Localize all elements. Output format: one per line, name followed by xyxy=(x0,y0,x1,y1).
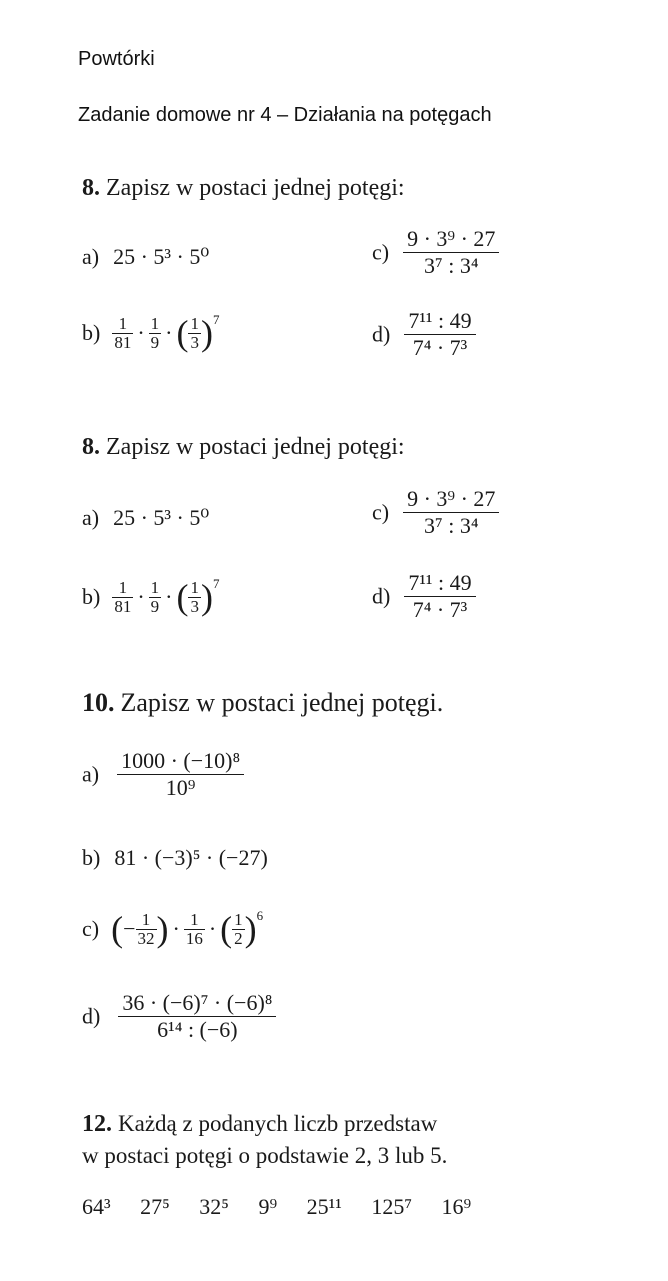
task-10-item-c: c) (− $\frac{1}{32}$ ) · $\frac{1}{16}$ · ( $\frac{1}{2}$ )$^6$ xyxy=(82,908,264,949)
fraction xyxy=(136,911,157,948)
task-8-repeat-item-a xyxy=(82,505,209,531)
fraction-denominator: 10⁹ xyxy=(117,774,244,801)
fraction xyxy=(403,226,499,279)
fraction xyxy=(188,315,201,352)
item-label: c) xyxy=(82,916,100,941)
fraction xyxy=(188,579,201,616)
item-label: b) xyxy=(82,845,101,870)
item-label: d) xyxy=(372,321,391,347)
fraction-denominator: 16 xyxy=(185,928,203,948)
page-title: Powtórki xyxy=(78,48,155,70)
task-10-item-b xyxy=(82,845,268,871)
number-item: 27⁵ xyxy=(140,1194,170,1219)
item-expression: 25 · 5³ · 5⁰ xyxy=(113,244,210,269)
fraction-denominator: 32 xyxy=(137,928,155,948)
exponent: 7 xyxy=(212,576,220,591)
number-item: 32⁵ xyxy=(199,1194,229,1219)
fraction-numerator: 1 xyxy=(190,909,199,929)
fraction-numerator: 9 · 3⁹ · 27 xyxy=(407,486,496,511)
fraction-denominator: 81 xyxy=(114,596,132,616)
fraction-numerator: 1 xyxy=(150,313,160,333)
fraction-denominator: 2 xyxy=(234,928,243,948)
fraction-denominator: 9 xyxy=(150,332,160,352)
task-8-repeat-item-d xyxy=(372,570,476,623)
item-label: c) xyxy=(372,499,390,525)
task-8-item-a xyxy=(82,244,209,270)
fraction xyxy=(149,579,162,616)
page-subtitle: Zadanie domowe nr 4 – Działania na potęgach xyxy=(78,104,492,126)
item-label: d) xyxy=(372,583,391,609)
fraction xyxy=(118,990,276,1043)
fraction xyxy=(232,911,245,948)
item-label: d) xyxy=(82,1003,101,1029)
item-expression: 25 · 5³ · 5⁰ xyxy=(113,505,210,530)
fraction-denominator: 6¹⁴ : (−6) xyxy=(118,1016,276,1043)
task-8-repeat-item-c xyxy=(372,486,499,539)
exponent: 7 xyxy=(212,312,220,327)
fraction-numerator: 1 xyxy=(190,577,199,597)
task-12-title xyxy=(82,1108,447,1172)
number-item: 64³ xyxy=(82,1194,111,1219)
task-8-repeat-item-b: b) $\frac{1}{81}$ · $\frac{1}{9}$ · ( $\frac{1}{3}$ )$^7$ xyxy=(82,576,220,617)
fraction-denominator: 7⁴ · 7³ xyxy=(404,334,475,361)
fraction xyxy=(184,911,205,948)
fraction-denominator: 9 xyxy=(150,596,160,616)
task-8-item-b: b) $\frac{1}{81}$ · $\frac{1}{9}$ · ( $\frac{1}{3}$ )$^7$ xyxy=(82,312,220,353)
task-12-numbers xyxy=(82,1194,471,1220)
fraction-numerator: 1 xyxy=(118,577,128,597)
number-item: 9⁹ xyxy=(258,1194,278,1219)
task-instruction: Zapisz w postaci jednej potęgi: xyxy=(106,175,405,201)
task-10-item-d xyxy=(82,990,276,1043)
task-number: 8. xyxy=(82,175,100,201)
task-8-item-c xyxy=(372,226,499,279)
fraction xyxy=(112,315,133,352)
fraction-numerator: 1 xyxy=(141,909,151,929)
task-8-repeat-title xyxy=(82,434,405,461)
task-10-title xyxy=(82,688,443,718)
item-label: c) xyxy=(372,239,390,265)
fraction xyxy=(117,748,244,801)
task-number: 8. xyxy=(82,434,100,460)
task-10-item-a xyxy=(82,748,244,801)
item-label: a) xyxy=(82,761,100,787)
fraction xyxy=(404,308,475,361)
fraction xyxy=(112,579,133,616)
fraction-numerator: 7¹¹ : 49 xyxy=(408,570,472,595)
number-item: 25¹¹ xyxy=(306,1194,342,1219)
task-8-title xyxy=(82,175,405,202)
fraction xyxy=(403,486,499,539)
task-instruction-line-1: Każdą z podanych liczb przedstaw xyxy=(118,1111,438,1136)
item-label: a) xyxy=(82,244,100,269)
task-instruction: Zapisz w postaci jednej potęgi. xyxy=(120,688,444,717)
fraction-numerator: 1 xyxy=(118,313,128,333)
item-expression: 81 · (−3)⁵ · (−27) xyxy=(114,845,268,870)
exponent: 6 xyxy=(256,908,264,923)
task-number: 12. xyxy=(82,1111,112,1137)
fraction-numerator: 7¹¹ : 49 xyxy=(408,308,472,333)
fraction-denominator: 3 xyxy=(190,596,199,616)
fraction-denominator: 3⁷ : 3⁴ xyxy=(403,252,499,279)
task-8-item-d xyxy=(372,308,476,361)
fraction-denominator: 3⁷ : 3⁴ xyxy=(403,512,499,539)
task-number: 10. xyxy=(82,688,115,717)
number-item: 125⁷ xyxy=(371,1194,412,1219)
fraction-denominator: 7⁴ · 7³ xyxy=(404,596,475,623)
fraction-numerator: 1 xyxy=(150,577,160,597)
fraction-denominator: 3 xyxy=(190,332,199,352)
fraction-denominator: 81 xyxy=(114,332,132,352)
item-label: b) xyxy=(82,320,101,345)
fraction-numerator: 9 · 3⁹ · 27 xyxy=(407,226,496,251)
fraction-numerator: 1000 · (−10)⁸ xyxy=(121,748,241,773)
item-label: a) xyxy=(82,505,100,530)
item-label: b) xyxy=(82,584,101,609)
fraction xyxy=(149,315,162,352)
fraction-numerator: 36 · (−6)⁷ · (−6)⁸ xyxy=(122,990,273,1015)
task-instruction: Zapisz w postaci jednej potęgi: xyxy=(106,434,405,460)
task-instruction-line-2: w postaci potęgi o podstawie 2, 3 lub 5. xyxy=(82,1143,448,1168)
fraction xyxy=(404,570,475,623)
fraction-numerator: 1 xyxy=(190,313,199,333)
number-item: 16⁹ xyxy=(441,1194,472,1219)
fraction-numerator: 1 xyxy=(234,909,243,929)
